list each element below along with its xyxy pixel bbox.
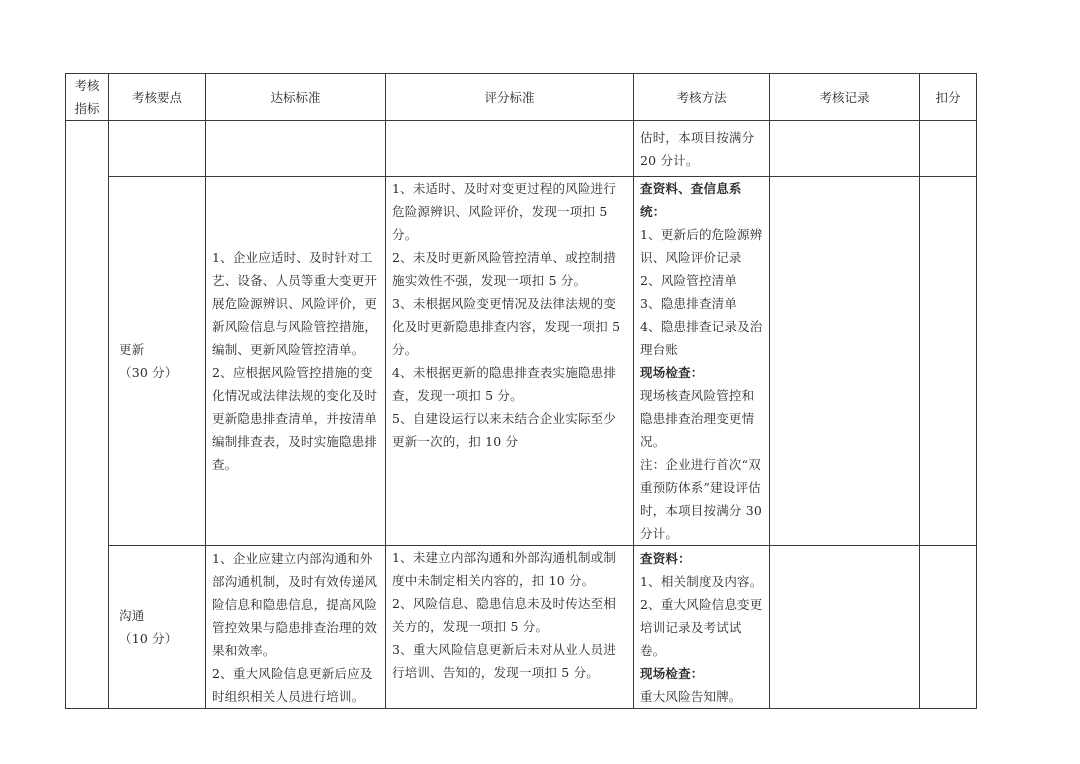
list-item: 2、风险管控清单 bbox=[640, 273, 738, 288]
standard-cell bbox=[206, 177, 386, 546]
list-item: 估时，本项目按满分 bbox=[640, 129, 755, 145]
deduction-cell[interactable] bbox=[920, 546, 977, 709]
list-item: 2、风险信息、隐患信息未及时传达至相关方的，发现一项扣 5 分。 bbox=[392, 596, 617, 634]
key-point-score: （30 分） bbox=[119, 365, 178, 380]
list-item: 2、应根据风险管控措施的变化情况或法律法规的变化及时更新隐患排查清单，并按清单编制排查表，及时实施隐患排查。 bbox=[212, 365, 378, 472]
list-item: 4、未根据更新的隐患排查表实施隐患排查，发现一项扣 5 分。 bbox=[392, 365, 617, 403]
method-cell bbox=[634, 546, 770, 709]
list-item: 现场核查风险管控和隐患排查治理变更情况。 bbox=[640, 388, 755, 449]
section-heading: 查资料、查信息系统： bbox=[640, 181, 742, 219]
scoring-cell bbox=[386, 546, 634, 709]
section-heading: 现场检查： bbox=[640, 665, 704, 681]
record-cell[interactable] bbox=[770, 177, 920, 546]
header-method: 考核方法 bbox=[634, 74, 770, 121]
header-key-point: 考核要点 bbox=[109, 74, 206, 121]
list-item: 注：企业进行首次“双重预防体系”建设评估时，本项目按满分 30 分计。 bbox=[640, 457, 763, 541]
record-cell[interactable] bbox=[770, 546, 920, 709]
key-point-cell bbox=[109, 546, 206, 709]
table-row bbox=[66, 546, 977, 709]
key-point-cell bbox=[109, 121, 206, 177]
assessment-table bbox=[65, 73, 977, 709]
section-heading: 查资料： bbox=[640, 550, 691, 566]
list-item: 2、重大风险信息变更培训记录及考试试卷。 bbox=[640, 596, 763, 658]
list-item: 1、相关制度及内容。 bbox=[640, 573, 763, 589]
key-point-score: （10 分） bbox=[119, 631, 178, 646]
header-record: 考核记录 bbox=[770, 74, 920, 121]
list-item: 2、未及时更新风险管控清单、或控制措施实效性不强，发现一项扣 5 分。 bbox=[392, 250, 617, 288]
header-deduction: 扣分 bbox=[920, 74, 977, 121]
list-item: 1、未建立内部沟通和外部沟通机制或制度中未制定相关内容的，扣 10 分。 bbox=[392, 550, 617, 588]
standard-cell bbox=[206, 546, 386, 709]
indicator-cell bbox=[66, 121, 109, 709]
method-cell bbox=[634, 121, 770, 177]
list-item: 4、隐患排查记录及治理台账 bbox=[640, 319, 763, 357]
list-item: 20 分计。 bbox=[640, 152, 699, 168]
list-item: 5、自建设运行以来未结合企业实际至少更新一次的，扣 10 分 bbox=[392, 411, 617, 449]
list-item: 2、重大风险信息更新后应及时组织相关人员进行培训。 bbox=[212, 665, 373, 704]
table-row bbox=[66, 177, 977, 546]
table-row bbox=[66, 121, 977, 177]
key-point-label: 更新 bbox=[119, 342, 145, 357]
header-indicator bbox=[66, 74, 109, 121]
header-standard: 达标标准 bbox=[206, 74, 386, 121]
header-indicator-line1: 考核 bbox=[74, 78, 100, 93]
list-item: 3、未根据风险变更情况及法律法规的变化及时更新隐患排查内容，发现一项扣 5 分。 bbox=[392, 296, 621, 357]
list-item: 重大风险告知牌。 bbox=[640, 688, 742, 704]
deduction-cell[interactable] bbox=[920, 177, 977, 546]
scoring-cell bbox=[386, 121, 634, 177]
method-cell bbox=[634, 177, 770, 546]
scoring-cell bbox=[386, 177, 634, 546]
record-cell[interactable] bbox=[770, 121, 920, 177]
header-scoring: 评分标准 bbox=[386, 74, 634, 121]
list-item: 1、企业应适时、及时针对工艺、设备、人员等重大变更开展危险源辨识、风险评价，更新风险信息与风险管控措施，编制、更新风险管控清单。 bbox=[212, 250, 378, 357]
header-indicator-line2: 指标 bbox=[74, 101, 100, 116]
deduction-cell[interactable] bbox=[920, 121, 977, 177]
key-point-label: 沟通 bbox=[119, 608, 145, 623]
list-item: 1、更新后的危险源辨识、风险评价记录 bbox=[640, 227, 763, 265]
list-item: 1、企业应建立内部沟通和外部沟通机制，及时有效传递风险信息和隐患信息，提高风险管控效果与隐患排查治理的效果和效率。 bbox=[212, 550, 378, 658]
key-point-cell bbox=[109, 177, 206, 546]
list-item: 3、重大风险信息更新后未对从业人员进行培训、告知的，发现一项扣 5 分。 bbox=[392, 642, 617, 680]
standard-cell bbox=[206, 121, 386, 177]
header-row bbox=[66, 74, 977, 121]
section-heading: 现场检查： bbox=[640, 365, 704, 380]
list-item: 1、未适时、及时对变更过程的风险进行危险源辨识、风险评价，发现一项扣 5 分。 bbox=[392, 181, 617, 242]
list-item: 3、隐患排查清单 bbox=[640, 296, 738, 311]
